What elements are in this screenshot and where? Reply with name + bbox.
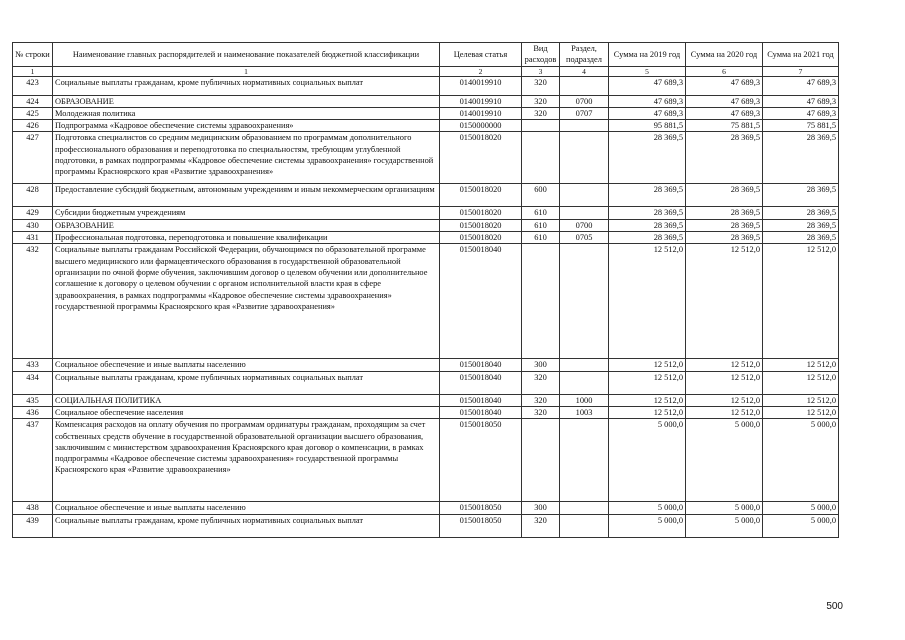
expense-kind [522, 419, 560, 502]
sum-2021: 5 000,0 [763, 419, 839, 502]
expense-kind [522, 132, 560, 184]
expense-kind: 320 [522, 394, 560, 406]
row-name: Предоставление субсидий бюджетным, автономным учреждениям и иным некоммерческим организациям [53, 184, 440, 207]
table-row [13, 132, 839, 184]
sum-2019: 95 881,5 [609, 120, 686, 132]
row-name: Социальное обеспечение и иные выплаты населению [53, 502, 440, 514]
expense-kind: 600 [522, 184, 560, 207]
sum-2021: 12 512,0 [763, 244, 839, 359]
row-number: 429 [13, 207, 53, 219]
sum-2021: 47 689,3 [763, 107, 839, 119]
expense-kind: 320 [522, 76, 560, 95]
section-code [560, 76, 609, 95]
row-name: Субсидии бюджетным учреждениям [53, 207, 440, 219]
sum-2019: 28 369,5 [609, 232, 686, 244]
section-code: 1003 [560, 406, 609, 418]
sum-2021: 12 512,0 [763, 394, 839, 406]
page-number: 500 [826, 601, 843, 612]
sum-2021: 28 369,5 [763, 184, 839, 207]
table-row [13, 502, 839, 514]
sum-2021: 5 000,0 [763, 502, 839, 514]
table-row [13, 120, 839, 132]
row-number: 428 [13, 184, 53, 207]
row-name: Подпрограмма «Кадровое обеспечение системы здравоохранения» [53, 120, 440, 132]
sum-2020: 12 512,0 [686, 371, 763, 394]
row-name: Социальные выплаты гражданам, кроме публичных нормативных социальных выплат [53, 371, 440, 394]
sum-2021: 47 689,3 [763, 95, 839, 107]
table-row [13, 406, 839, 418]
target-article: 0150018050 [440, 514, 522, 537]
row-name: ОБРАЗОВАНИЕ [53, 219, 440, 231]
table-row [13, 419, 839, 502]
section-code [560, 514, 609, 537]
section-code [560, 371, 609, 394]
column-number: 3 [522, 66, 560, 76]
table-row [13, 76, 839, 95]
target-article: 0150018020 [440, 207, 522, 219]
header-expense-kind: Вид расходов [522, 43, 560, 67]
expense-kind: 320 [522, 95, 560, 107]
section-code [560, 419, 609, 502]
sum-2020: 12 512,0 [686, 244, 763, 359]
row-number: 430 [13, 219, 53, 231]
expense-kind: 300 [522, 502, 560, 514]
header-section: Раздел, подраздел [560, 43, 609, 67]
row-name: Социальные выплаты гражданам Российской Федерации, обучающимся по образовательной программе высшего медицинского или фармацевтического образования в государственной образовательной организации по очной форме обучения, заключившим договор о целевом обучении или дополнительное соглашение к договору о целевом обучении с органом исполнительной власти края в сфере здравоохранения, в рамках подпрограммы «Кадровое обеспечение системы здравоохранения» государственной программы Красноярского края «Развитие здравоохранения» [53, 244, 440, 359]
target-article: 0150018050 [440, 502, 522, 514]
sum-2021: 47 689,3 [763, 76, 839, 95]
expense-kind: 610 [522, 219, 560, 231]
row-number: 437 [13, 419, 53, 502]
sum-2021: 28 369,5 [763, 232, 839, 244]
sum-2019: 5 000,0 [609, 502, 686, 514]
target-article: 0150018040 [440, 406, 522, 418]
header-sum-2019: Сумма на 2019 год [609, 43, 686, 67]
column-number: 7 [763, 66, 839, 76]
column-number: 2 [440, 66, 522, 76]
expense-kind [522, 120, 560, 132]
section-code [560, 502, 609, 514]
header-row-number: № строки [13, 43, 53, 67]
sum-2019: 28 369,5 [609, 184, 686, 207]
target-article: 0140019910 [440, 76, 522, 95]
table-row [13, 95, 839, 107]
sum-2020: 28 369,5 [686, 132, 763, 184]
header-name: Наименование главных распорядителей и наименование показателей бюджетной классификации [53, 43, 440, 67]
table-row [13, 244, 839, 359]
sum-2019: 12 512,0 [609, 394, 686, 406]
target-article: 0150018020 [440, 232, 522, 244]
row-name: Подготовка специалистов со средним медицинским образованием по программам дополнительного профессионального образования и переподготовка по специальностям, требующим углубленной подготовки, в рамках подпрограммы «Кадровое обеспечение системы здравоохранения» государственной программы Красноярского края «Развитие здравоохранения» [53, 132, 440, 184]
sum-2019: 47 689,3 [609, 95, 686, 107]
sum-2020: 28 369,5 [686, 184, 763, 207]
budget-table [12, 42, 839, 538]
table-row [13, 184, 839, 207]
row-number: 423 [13, 76, 53, 95]
row-number: 438 [13, 502, 53, 514]
row-name: Социальное обеспечение и иные выплаты населению [53, 359, 440, 371]
target-article: 0150018040 [440, 359, 522, 371]
expense-kind: 610 [522, 232, 560, 244]
sum-2020: 12 512,0 [686, 359, 763, 371]
row-number: 432 [13, 244, 53, 359]
sum-2020: 47 689,3 [686, 107, 763, 119]
row-name: Социальные выплаты гражданам, кроме публичных нормативных социальных выплат [53, 514, 440, 537]
table-row [13, 232, 839, 244]
section-code: 0707 [560, 107, 609, 119]
row-number: 426 [13, 120, 53, 132]
sum-2021: 28 369,5 [763, 132, 839, 184]
expense-kind: 610 [522, 207, 560, 219]
sum-2020: 28 369,5 [686, 219, 763, 231]
table-row [13, 207, 839, 219]
expense-kind: 320 [522, 406, 560, 418]
column-number-row [13, 66, 839, 76]
table-row [13, 514, 839, 537]
sum-2019: 12 512,0 [609, 371, 686, 394]
sum-2020: 28 369,5 [686, 232, 763, 244]
expense-kind [522, 244, 560, 359]
row-number: 427 [13, 132, 53, 184]
row-number: 435 [13, 394, 53, 406]
sum-2019: 28 369,5 [609, 207, 686, 219]
sum-2019: 28 369,5 [609, 132, 686, 184]
table-row [13, 107, 839, 119]
row-name: Профессиональная подготовка, переподготовка и повышение квалификации [53, 232, 440, 244]
header-row [13, 43, 839, 67]
target-article: 0140019910 [440, 95, 522, 107]
sum-2019: 5 000,0 [609, 514, 686, 537]
sum-2021: 75 881,5 [763, 120, 839, 132]
section-code: 0700 [560, 95, 609, 107]
sum-2020: 28 369,5 [686, 207, 763, 219]
section-code [560, 184, 609, 207]
section-code [560, 132, 609, 184]
row-number: 424 [13, 95, 53, 107]
sum-2021: 12 512,0 [763, 371, 839, 394]
target-article: 0150018040 [440, 244, 522, 359]
sum-2019: 12 512,0 [609, 406, 686, 418]
sum-2020: 5 000,0 [686, 502, 763, 514]
target-article: 0150018020 [440, 219, 522, 231]
table-row [13, 219, 839, 231]
sum-2019: 12 512,0 [609, 359, 686, 371]
header-sum-2021: Сумма на 2021 год [763, 43, 839, 67]
column-number: 4 [560, 66, 609, 76]
section-code [560, 359, 609, 371]
sum-2020: 12 512,0 [686, 394, 763, 406]
expense-kind: 320 [522, 371, 560, 394]
sum-2019: 28 369,5 [609, 219, 686, 231]
target-article: 0150018020 [440, 132, 522, 184]
table-row [13, 394, 839, 406]
sum-2021: 28 369,5 [763, 219, 839, 231]
row-number: 433 [13, 359, 53, 371]
row-number: 425 [13, 107, 53, 119]
header-target-article: Целевая статья [440, 43, 522, 67]
row-number: 434 [13, 371, 53, 394]
target-article: 0150018020 [440, 184, 522, 207]
sum-2020: 5 000,0 [686, 419, 763, 502]
row-number: 439 [13, 514, 53, 537]
section-code: 1000 [560, 394, 609, 406]
row-name: СОЦИАЛЬНАЯ ПОЛИТИКА [53, 394, 440, 406]
column-number: 5 [609, 66, 686, 76]
sum-2019: 47 689,3 [609, 76, 686, 95]
column-number: 1 [53, 66, 440, 76]
section-code [560, 244, 609, 359]
sum-2020: 47 689,3 [686, 95, 763, 107]
row-name: Социальные выплаты гражданам, кроме публичных нормативных социальных выплат [53, 76, 440, 95]
expense-kind: 320 [522, 514, 560, 537]
row-name: Социальное обеспечение населения [53, 406, 440, 418]
table-body [13, 76, 839, 537]
section-code: 0705 [560, 232, 609, 244]
header-sum-2020: Сумма на 2020 год [686, 43, 763, 67]
sum-2021: 28 369,5 [763, 207, 839, 219]
sum-2020: 5 000,0 [686, 514, 763, 537]
sum-2020: 12 512,0 [686, 406, 763, 418]
target-article: 0150018050 [440, 419, 522, 502]
column-number: 6 [686, 66, 763, 76]
section-code: 0700 [560, 219, 609, 231]
column-number: 1 [13, 66, 53, 76]
target-article: 0150018040 [440, 394, 522, 406]
sum-2021: 12 512,0 [763, 406, 839, 418]
sum-2020: 75 881,5 [686, 120, 763, 132]
sum-2020: 47 689,3 [686, 76, 763, 95]
expense-kind: 320 [522, 107, 560, 119]
row-name: ОБРАЗОВАНИЕ [53, 95, 440, 107]
target-article: 0150018040 [440, 371, 522, 394]
row-name: Молодежная политика [53, 107, 440, 119]
table-row [13, 359, 839, 371]
row-number: 431 [13, 232, 53, 244]
target-article: 0150000000 [440, 120, 522, 132]
section-code [560, 207, 609, 219]
sum-2019: 12 512,0 [609, 244, 686, 359]
section-code [560, 120, 609, 132]
target-article: 0140019910 [440, 107, 522, 119]
expense-kind: 300 [522, 359, 560, 371]
sum-2019: 5 000,0 [609, 419, 686, 502]
table-row [13, 371, 839, 394]
sum-2019: 47 689,3 [609, 107, 686, 119]
sum-2021: 12 512,0 [763, 359, 839, 371]
row-number: 436 [13, 406, 53, 418]
sum-2021: 5 000,0 [763, 514, 839, 537]
row-name: Компенсация расходов на оплату обучения по программам ординатуры гражданам, проходящим за счет собственных средств обучение в государственной образовательной организации высшего образования, заключившим с министерством здравоохранения Красноярского края договор о компенсации, в рамках подпрограммы «Кадровое обеспечение системы здравоохранения» государственной программы Красноярского края «Развитие здравоохранения» [53, 419, 440, 502]
